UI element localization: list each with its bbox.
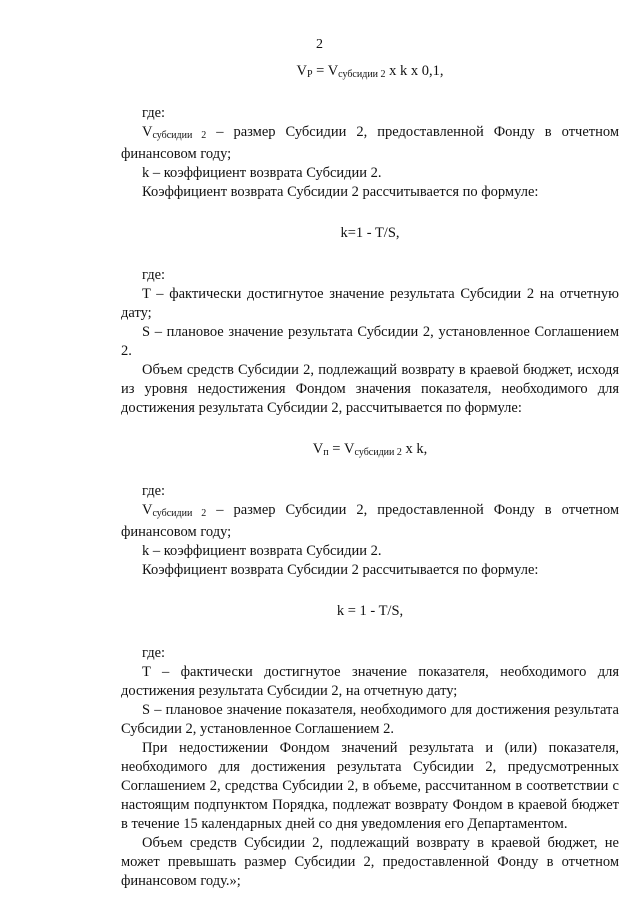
coefficient-intro-1: Коэффициент возврата Субсидии 2 рассчитывается по формуле:	[142, 184, 539, 200]
definition-s-2: S – плановое значение показателя, необходимого для достижения результата Субсидии 2, установленное Соглашением 2.	[121, 702, 619, 737]
where-label-3: где:	[142, 483, 166, 499]
definition-v-1-sub: субсидии 2	[152, 130, 207, 141]
formula-vn-lhs: V	[312, 441, 324, 457]
document-body	[121, 62, 619, 891]
formula-vp-lhs-sub: P	[306, 69, 313, 80]
formula-vp-eq: = V	[312, 63, 339, 79]
where-label-2: где:	[142, 267, 166, 283]
formula-k-2: k = 1 - T/S,	[336, 603, 404, 619]
non-achievement-paragraph: При недостижении Фондом значений результата и (или) показателя, необходимого для достижения результата Субсидии 2, предусмотренных Соглашением 2, средства Субсидии 2, в объеме, рассчитанном в соответствии с настоящим подпунктом Порядка, подлежат возврату Фондом в краевой бюджет в течение 15 календарных дней со дня уведомления его Департаментом.	[121, 740, 619, 832]
definition-s-1: S – плановое значение результата Субсидии 2, установленное Соглашением 2.	[121, 324, 619, 359]
formula-vp-sub: субсидии 2	[338, 69, 386, 80]
definition-t-1: T – фактически достигнутое значение результата Субсидии 2 на отчетную дату;	[121, 286, 619, 321]
definition-k-2: k – коэффициент возврата Субсидии 2.	[142, 543, 382, 559]
definition-v-2-sub: субсидии 2	[152, 508, 207, 519]
definition-v-2-symbol: V	[142, 502, 153, 518]
where-label-1: где:	[142, 105, 166, 121]
formula-vn-eq: = V	[328, 441, 355, 457]
max-volume-paragraph: Объем средств Субсидии 2, подлежащий возврату в краевой бюджет, не может превышать размер Субсидии 2, предоставленной Фонду в отчетном финансовом году.»;	[121, 835, 619, 889]
definition-v-1-text: – размер Субсидии 2, предоставленной Фонду в отчетном финансовом году;	[121, 124, 620, 162]
where-label-4: где:	[142, 645, 166, 661]
definition-t-2: T – фактически достигнутое значение показателя, необходимого для достижения результата Субсидии 2, на отчетную дату;	[121, 664, 619, 699]
page-number: 2	[316, 37, 323, 52]
definition-v-1-symbol: V	[142, 124, 153, 140]
volume-paragraph: Объем средств Субсидии 2, подлежащий возврату в краевой бюджет, исходя из уровня недостижения Фондом значения показателя, необходимого для достижения результата Субсидии 2, рассчитывается по формуле:	[121, 362, 619, 416]
formula-vn-sub: субсидии 2	[354, 447, 402, 458]
definition-v-2	[121, 501, 619, 542]
formula-vp	[121, 62, 619, 81]
definition-v-2-text: – размер Субсидии 2, предоставленной Фонду в отчетном финансовом году;	[121, 502, 620, 540]
formula-vn	[121, 440, 619, 459]
formula-vn-rest: x k,	[401, 441, 428, 457]
definition-k-1: k – коэффициент возврата Субсидии 2.	[142, 165, 382, 181]
formula-vp-rest: x k x 0,1,	[385, 63, 444, 79]
formula-k-1: k=1 - T/S,	[340, 225, 400, 241]
formula-vn-lhs-sub: п	[323, 447, 329, 458]
definition-v-1	[121, 123, 619, 164]
coefficient-intro-2: Коэффициент возврата Субсидии 2 рассчитывается по формуле:	[142, 562, 539, 578]
formula-vp-lhs: V	[296, 63, 307, 79]
